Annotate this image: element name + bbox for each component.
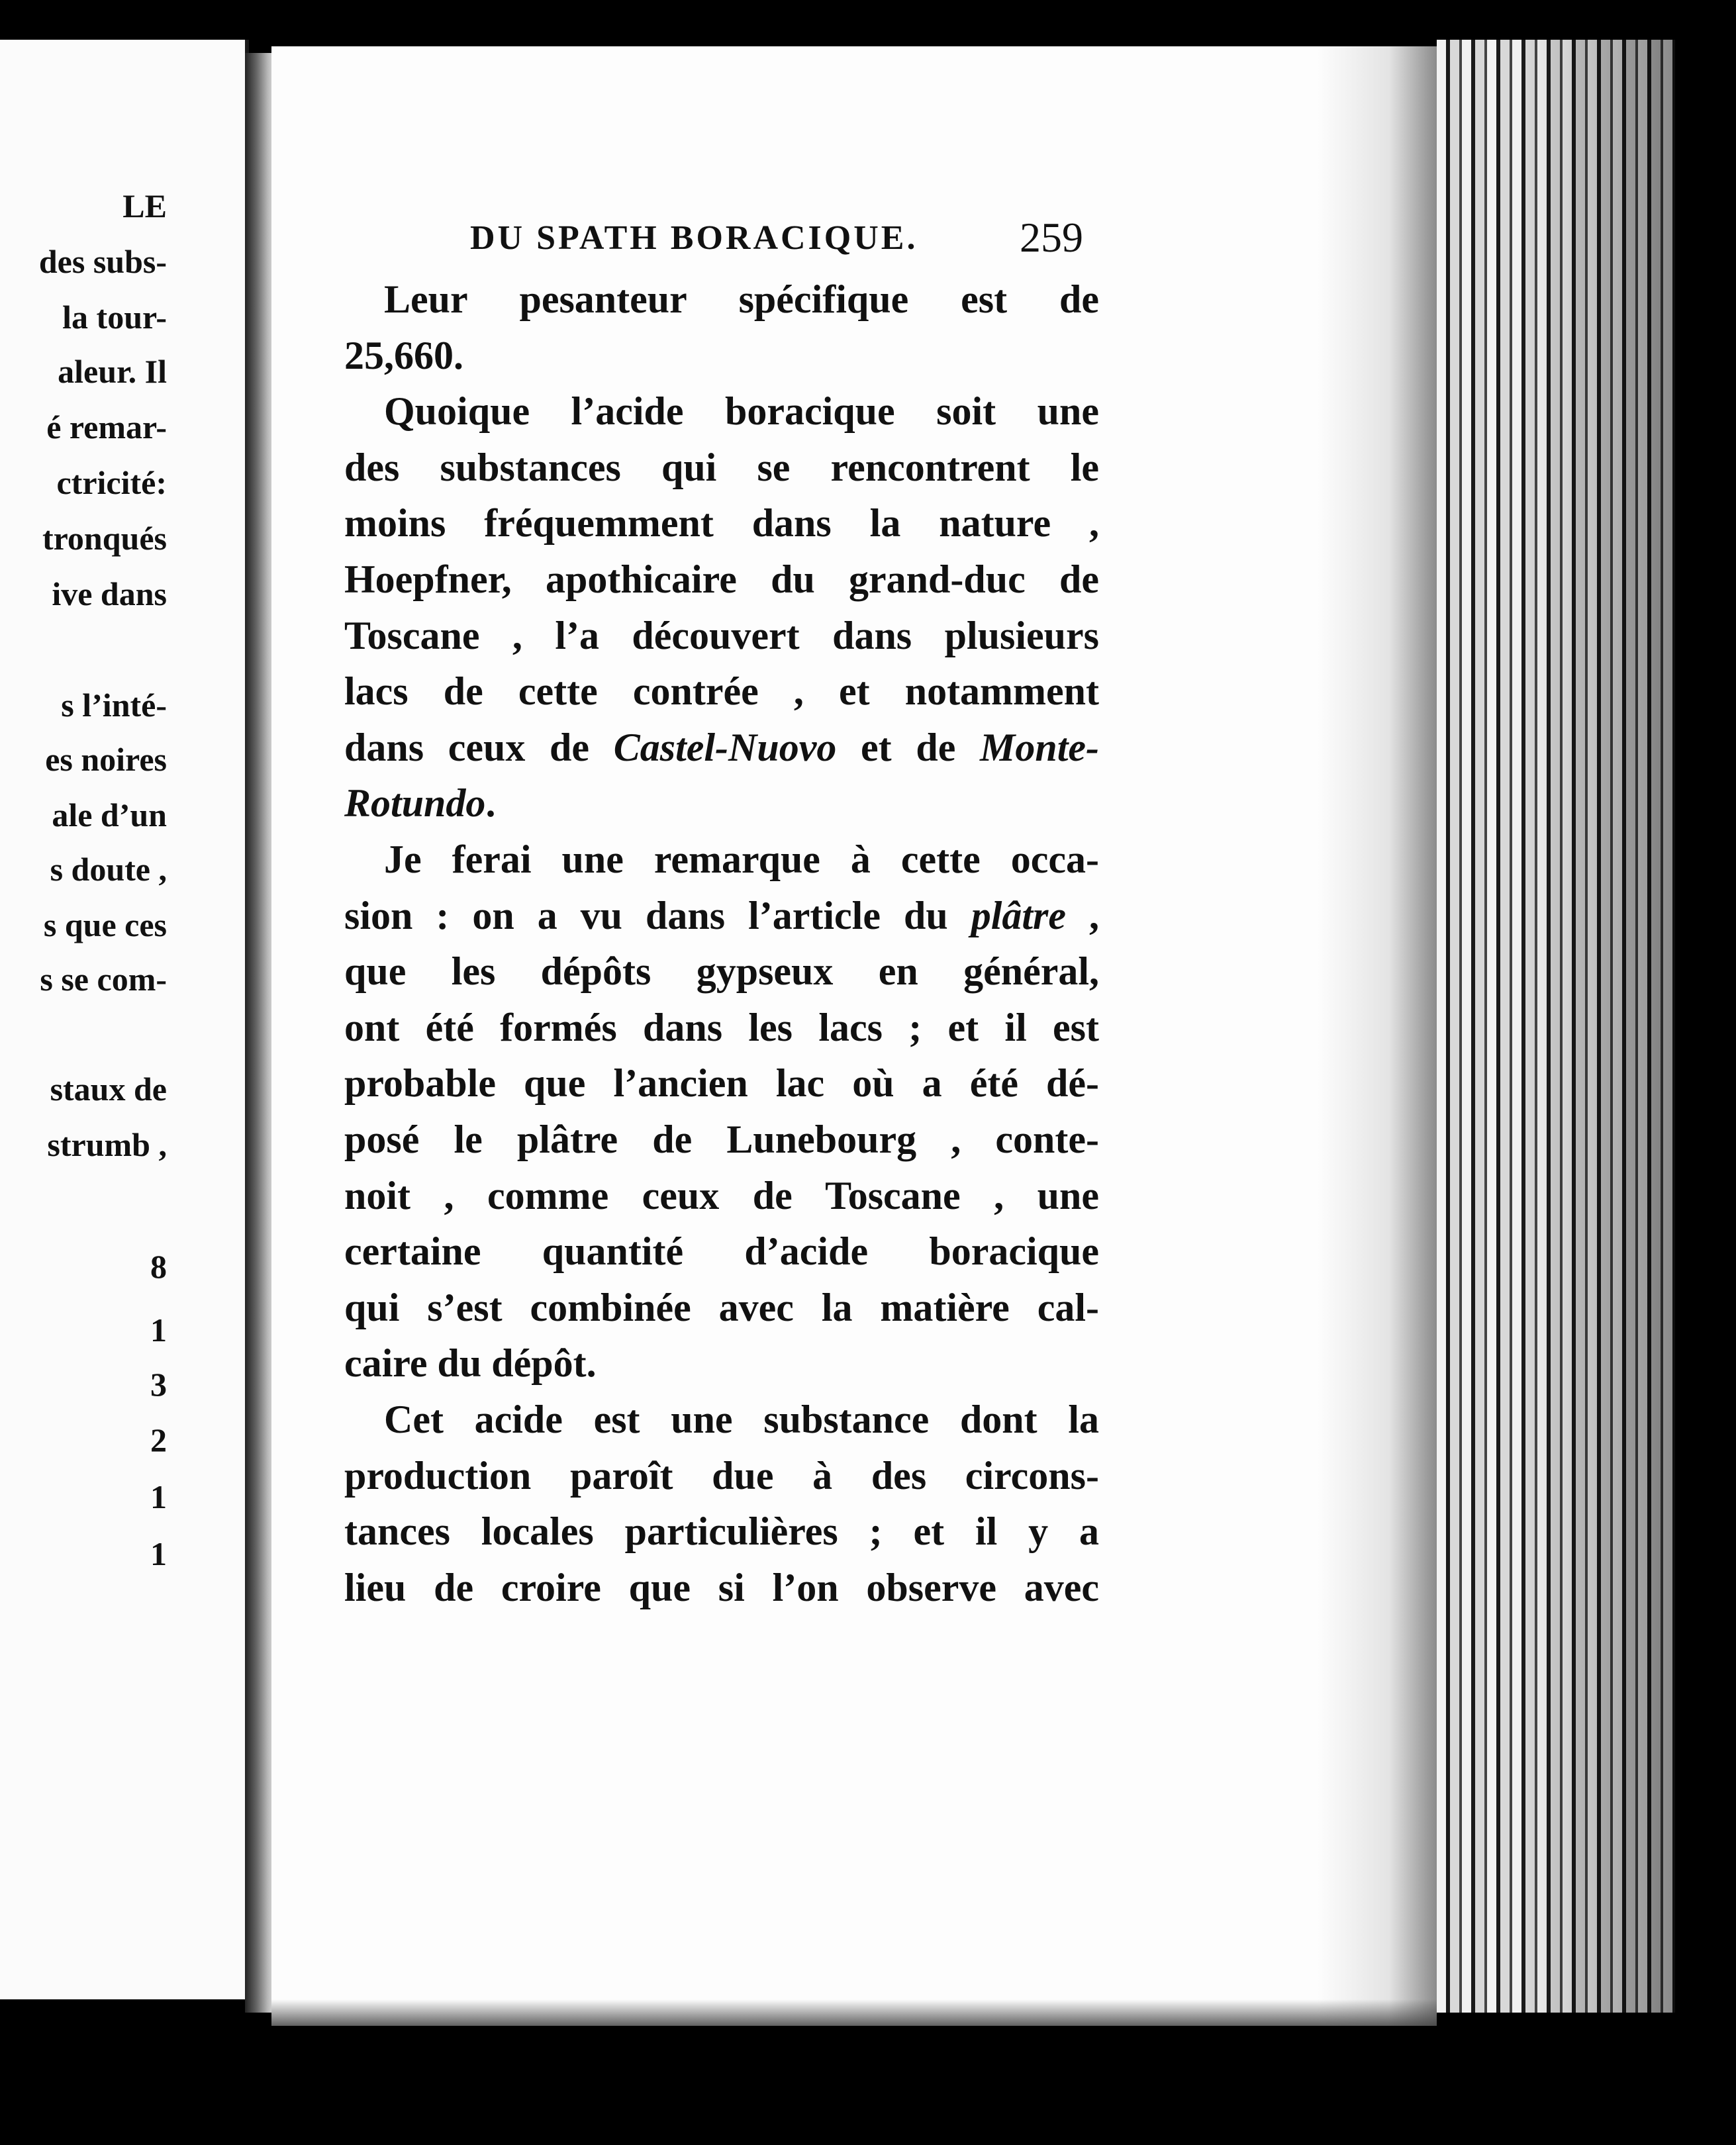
left-page-line: ale d’un: [52, 796, 167, 834]
left-page-line: 2: [150, 1421, 167, 1458]
text-line: Hoepfner, apothicaire du grand-duc de: [344, 557, 1099, 601]
left-page-line: s doute ,: [50, 851, 167, 888]
text-line: posé le plâtre de Lunebourg , conte-: [344, 1118, 1099, 1161]
text-span: ,: [1066, 894, 1100, 937]
left-page-line: tronqués: [42, 520, 167, 557]
left-page-line: s que ces: [43, 906, 167, 943]
italic-text: Rotundo: [344, 781, 486, 825]
left-page-line: ive dans: [52, 575, 167, 612]
text-line: probable que l’ancien lac où a été dé-: [344, 1061, 1099, 1105]
text-line: Toscane , l’a découvert dans plusieurs: [344, 614, 1099, 657]
left-page-line: 8: [150, 1248, 167, 1285]
text-line: Quoique l’acide boracique soit une: [384, 389, 1099, 433]
page-edges-shadow: [1523, 40, 1682, 2013]
left-page-line: 1: [150, 1478, 167, 1515]
text-line: [344, 728, 1099, 767]
text-span: .: [485, 781, 496, 825]
left-page-line: s l’inté-: [61, 687, 167, 724]
left-page-line: 1: [150, 1535, 167, 1572]
italic-text: plâtre: [971, 894, 1067, 937]
text-span: dans ceux de: [344, 726, 614, 769]
text-line: noit , comme ceux de Toscane , une: [344, 1174, 1099, 1217]
left-page-line: s se com-: [40, 961, 167, 998]
text-line: Cet acide est une substance dont la: [384, 1398, 1099, 1441]
left-page-line: 3: [150, 1366, 167, 1403]
text-line: [344, 783, 1099, 823]
left-page-line: ctricité:: [56, 464, 167, 501]
left-page-line: LE: [122, 187, 167, 224]
text-line: 25,660.: [344, 334, 463, 377]
left-page-line: staux de: [50, 1071, 167, 1108]
text-line: [344, 896, 1099, 935]
left-page-line: aleur. Il: [58, 353, 167, 390]
left-page-line: des subs-: [38, 243, 167, 280]
italic-text: Monte-: [980, 726, 1099, 769]
text-span: sion : on a vu dans l’article du: [344, 894, 971, 937]
page-bottom-shadow: [271, 1999, 1437, 2026]
text-line: lieu de croire que si l’on observe avec: [344, 1566, 1099, 1609]
text-line: Je ferai une remarque à cette occa-: [384, 837, 1099, 881]
text-line: certaine quantité d’acide boracique: [344, 1229, 1099, 1273]
text-line: tances locales particulières ; et il y a: [344, 1509, 1099, 1553]
running-head: DU SPATH BORACIQUE.: [470, 219, 918, 257]
text-line: lacs de cette contrée , et notamment: [344, 669, 1099, 713]
text-line: qui s’est combinée avec la matière cal-: [344, 1286, 1099, 1329]
text-line: caire du dépôt.: [344, 1341, 597, 1385]
text-line: que les dépôts gypseux en général,: [344, 949, 1099, 993]
left-page-fragment: [0, 40, 249, 1999]
text-line: des substances qui se rencontrent le: [344, 446, 1099, 489]
page-curl-shadow: [1318, 46, 1437, 2026]
italic-text: Castel-Nuovo: [613, 726, 837, 769]
text-line: production paroît due à des circons-: [344, 1454, 1099, 1498]
left-page-line: la tour-: [62, 299, 167, 336]
text-line: moins fréquemment dans la nature ,: [344, 501, 1099, 545]
text-line: ont été formés dans les lacs ; et il est: [344, 1006, 1099, 1049]
page-number: 259: [1020, 214, 1083, 261]
text-span: et de: [836, 726, 980, 769]
left-page-line: strumb ,: [47, 1126, 167, 1163]
left-page-line: es noires: [45, 741, 167, 778]
text-line: Leur pesanteur spécifique est de: [384, 277, 1099, 321]
left-page-line: é remar-: [46, 408, 167, 446]
left-page-line: 1: [150, 1311, 167, 1349]
